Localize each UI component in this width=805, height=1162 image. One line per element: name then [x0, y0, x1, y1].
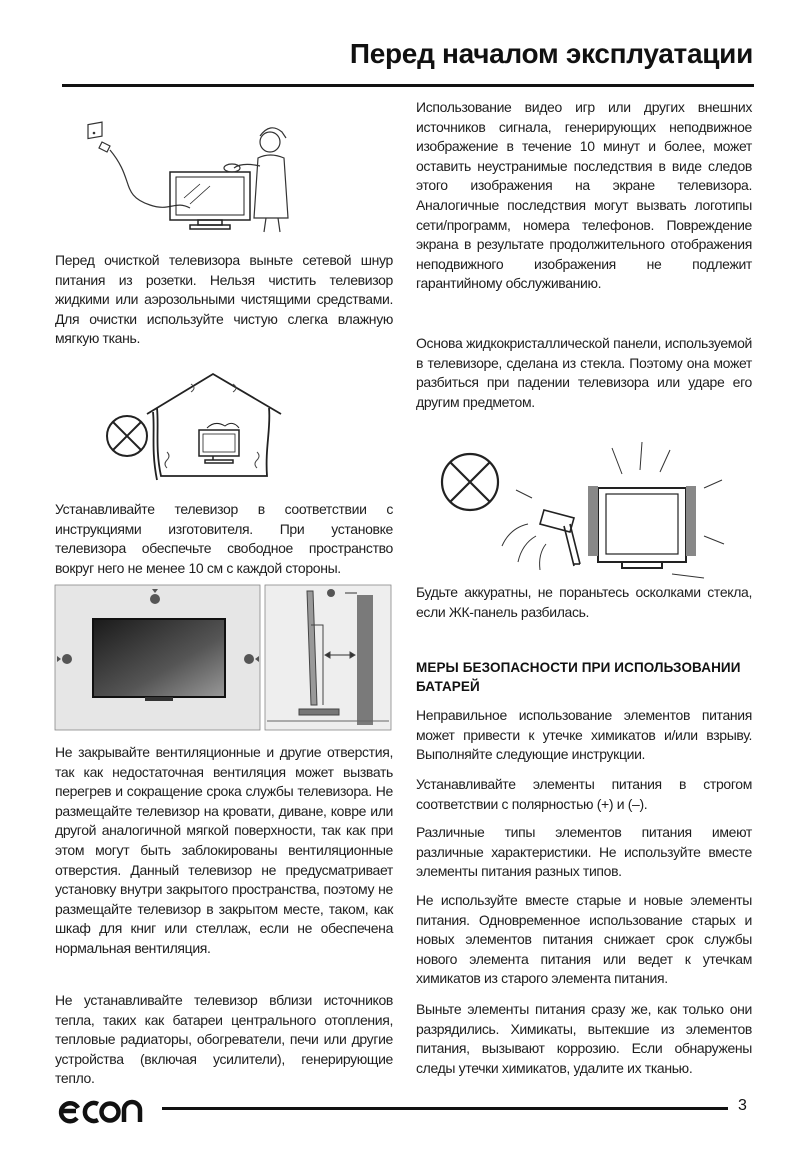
ventilation-warning: Не закрывайте вентиляционные и другие отверстия, так как недостаточная вентиляция может вызвать перегрев и сокращение срока службы телевизора. Не размещайте телевизор на кровати, диване, ковре или другой аналогичной мягкой поверхности, так как при этом могут быть заблокированы вентиляционные отверстия. Данный телевизор не предусматривает установку внутри закрытого пространства, поэтому не размещайте телевизор в закрытом месте, таком, как шкаф для книг или стеллаж, если не обеспечена нормальная вентиляция.: [55, 744, 393, 956]
battery-heading-line-1: МЕРЫ БЕЗОПАСНОСТИ ПРИ ИСПОЛЬЗОВАНИИ: [416, 660, 741, 675]
battery-misuse-warning: Неправильное использование элементов питания может привести к утечке химикатов и/или взрыву. Выполняйте следующие инструкции.: [416, 707, 752, 763]
prohibited-icon: [442, 454, 498, 510]
battery-polarity-instruction: Устанавливайте элементы питания в строгом соответствии с полярностью (+) и (–).: [416, 776, 752, 812]
page-number: 3: [738, 1097, 747, 1114]
battery-removal-instruction: Выньте элементы питания сразу же, как только они разрядились. Химикаты, вытекшие из элементов питания, вызывают коррозию. Если обнаружены следы утечки химикатов, удалите их тканью.: [416, 1001, 752, 1076]
clearance-illustration: [55, 585, 391, 735]
heat-sources-warning: Не устанавливайте телевизор вблизи источников тепла, таких как батареи центрального отопления, тепловые радиаторы, обогреватели, печи или другие устройства (включая усилители), генерирующие тепло.: [55, 992, 393, 1087]
broken-panel-illustration: [432, 440, 732, 580]
tv-icon: [170, 172, 250, 229]
page-title: Перед началом эксплуатации: [349, 38, 753, 69]
battery-heading-line-2: БАТАРЕЙ: [416, 679, 480, 694]
person-cleaning-icon: [224, 128, 288, 232]
front-clearance-view: [55, 585, 260, 730]
battery-safety-heading: [416, 658, 752, 696]
cleaning-tv-illustration: [80, 100, 300, 235]
installation-illustration: [95, 368, 285, 483]
cleaning-instructions: Перед очисткой телевизора выньте сетевой шнур питания из розетки. Нельзя чистить телевизор жидкими или аэрозольными чистящими средствами. Для очистки используйте чистую слегка влажную мягкую ткань.: [55, 252, 393, 347]
side-clearance-view: [265, 585, 391, 730]
brand-logo: [56, 1096, 146, 1126]
house-icon: [147, 374, 281, 480]
tv-icon: [588, 486, 696, 568]
broken-glass-caution: Будьте аккуратны, не пораньтесь осколками стекла, если ЖК-панель разбилась.: [416, 584, 752, 620]
glass-panel-warning: Основа жидкокристаллической панели, используемой в телевизоре, сделана из стекла. Поэтому она может разбиться при падении телевизора или ударе его другим предметом.: [416, 335, 752, 410]
footer-divider: [162, 1107, 728, 1110]
tv-icon: [199, 423, 239, 463]
hammer-icon: [540, 510, 580, 566]
battery-old-new-warning: Не используйте вместе старые и новые элементы питания. Одновременное использование старых и новых элементов питания снижает срок службы нового элемента питания или ведет к утечкам химикатов из старого элемента питания.: [416, 892, 752, 987]
battery-types-warning: Различные типы элементов питания имеют различные характеристики. Не используйте вместе элементы питания разных типов.: [416, 824, 752, 880]
prohibited-icon: [107, 416, 147, 456]
still-image-warning: Использование видео игр или других внешних источников сигнала, генерирующих неподвижное изображение в течение 10 минут и более, может оставить неустранимые последствия в виде следов этого изображения на экране телевизора. Аналогичные последствия могут вызвать логотипы сети/программ, номера телефонов. Повреждение экрана в результате продолжительного отображения неподвижного изображения не подлежит гарантийному обслуживанию.: [416, 99, 752, 292]
title-divider: [62, 84, 754, 87]
installation-instructions: Устанавливайте телевизор в соответствии с инструкциями изготовителя. При установке телевизора обеспечьте свободное пространство вокруг него не менее 10 см с каждой стороны.: [55, 501, 393, 576]
wall-socket-icon: [88, 122, 102, 138]
